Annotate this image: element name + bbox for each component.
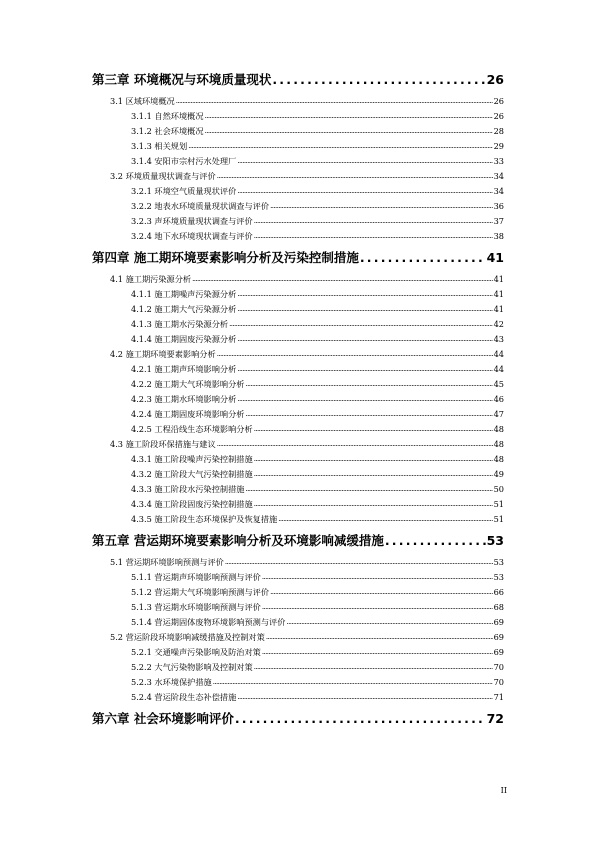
dot-leader xyxy=(254,213,493,229)
toc-entry-page: 26 xyxy=(486,72,504,87)
toc-entry-title: 3.2.1 环境空气质量现状评价 xyxy=(131,186,237,196)
toc-entry-title: 5.1.3 营运期水环境影响预测与评价 xyxy=(131,602,261,612)
toc-entry-sub[interactable] xyxy=(92,302,504,317)
toc-entry-page: 44 xyxy=(493,364,504,374)
dot-leader xyxy=(360,244,486,272)
dot-leader xyxy=(237,361,492,377)
dot-leader xyxy=(246,406,493,422)
dot-leader xyxy=(246,376,493,392)
toc-entry-title: 5.1.1 营运期声环境影响预测与评价 xyxy=(131,572,261,582)
toc-entry-section[interactable] xyxy=(92,630,504,645)
toc-entry-page: 48 xyxy=(493,454,504,464)
toc-entry-title: 第六章 社会环境影响评价 xyxy=(92,711,234,726)
toc-entry-title: 4.3.5 施工阶段生态环境保护及恢复措施 xyxy=(131,514,278,524)
toc-entry-chapter[interactable] xyxy=(92,66,504,94)
toc-entry-title: 4.2.1 施工期声环境影响分析 xyxy=(131,364,237,374)
toc-entry-sub[interactable] xyxy=(92,645,504,660)
toc-entry-section[interactable] xyxy=(92,94,504,109)
toc-entry-title: 3.2.4 地下水环境现状调查与评价 xyxy=(131,231,253,241)
toc-entry-title: 5.2 营运阶段环境影响减缓措施及控制对策 xyxy=(110,632,265,642)
toc-entry-sub[interactable] xyxy=(92,660,504,675)
dot-leader xyxy=(278,511,492,527)
dot-leader xyxy=(246,481,493,497)
toc-entry-page: 33 xyxy=(493,156,504,166)
dot-leader xyxy=(270,584,493,600)
toc-entry-sub[interactable] xyxy=(92,199,504,214)
toc-entry-title: 3.1 区域环境概况 xyxy=(110,96,175,106)
toc-entry-page: 72 xyxy=(486,711,504,726)
dot-leader xyxy=(254,451,493,467)
toc-entry-sub[interactable] xyxy=(92,600,504,615)
toc-entry-title: 4.1.4 施工期固废污染源分析 xyxy=(131,334,237,344)
toc-entry-title: 第三章 环境概况与环境质量现状 xyxy=(92,72,272,87)
toc-entry-title: 3.1.4 安阳市宗村污水处理厂 xyxy=(131,156,237,166)
toc-entry-title: 4.2.5 工程沿线生态环境影响分析 xyxy=(131,424,253,434)
toc-entry-title: 5.1.2 营运期大气环境影响预测与评价 xyxy=(131,587,270,597)
toc-entry-title: 4.1.1 施工期噪声污染源分析 xyxy=(131,289,237,299)
toc-entry-page: 43 xyxy=(493,334,504,344)
toc-entry-chapter[interactable] xyxy=(92,527,504,555)
dot-leader xyxy=(217,436,493,452)
dot-leader xyxy=(237,689,492,705)
toc-entry-title: 4.2.4 施工期固废环境影响分析 xyxy=(131,409,245,419)
toc-entry-page: 26 xyxy=(493,96,504,106)
dot-leader xyxy=(237,301,492,317)
toc-entry-page: 50 xyxy=(493,484,504,494)
dot-leader xyxy=(237,391,492,407)
toc-entry-page: 53 xyxy=(486,533,504,548)
toc-entry-page: 41 xyxy=(486,250,504,265)
toc-entry-page: 69 xyxy=(493,647,504,657)
dot-leader xyxy=(237,153,492,169)
toc-entry-sub[interactable] xyxy=(92,512,504,527)
dot-leader xyxy=(237,286,492,302)
toc-entry-page: 44 xyxy=(493,349,504,359)
dot-leader xyxy=(205,108,493,124)
toc-entry-sub[interactable] xyxy=(92,124,504,139)
toc-entry-title: 5.2.2 大气污染物影响及控制对策 xyxy=(131,662,253,672)
toc-entry-sub[interactable] xyxy=(92,229,504,244)
toc-entry-title: 5.2.3 水环境保护措施 xyxy=(131,677,212,687)
toc-entry-section[interactable] xyxy=(92,169,504,184)
toc-entry-title: 第五章 营运期环境要素影响分析及环境影响减缓措施 xyxy=(92,533,384,548)
table-of-contents xyxy=(92,66,504,733)
toc-entry-sub[interactable] xyxy=(92,497,504,512)
toc-entry-sub[interactable] xyxy=(92,570,504,585)
toc-entry-sub[interactable] xyxy=(92,317,504,332)
toc-entry-sub[interactable] xyxy=(92,214,504,229)
toc-entry-sub[interactable] xyxy=(92,422,504,437)
dot-leader xyxy=(254,421,493,437)
toc-entry-title: 4.3.2 施工阶段大气污染控制措施 xyxy=(131,469,253,479)
toc-entry-sub[interactable] xyxy=(92,482,504,497)
toc-entry-sub[interactable] xyxy=(92,675,504,690)
toc-entry-page: 41 xyxy=(493,289,504,299)
toc-entry-title: 4.3.4 施工阶段固废污染控制措施 xyxy=(131,499,253,509)
toc-entry-title: 4.1 施工期污染源分析 xyxy=(110,274,192,284)
toc-entry-section[interactable] xyxy=(92,437,504,452)
toc-entry-page: 42 xyxy=(493,319,504,329)
dot-leader xyxy=(266,629,493,645)
toc-entry-page: 53 xyxy=(493,557,504,567)
toc-entry-title: 3.2.3 声环境质量现状调查与评价 xyxy=(131,216,253,226)
toc-entry-sub[interactable] xyxy=(92,585,504,600)
toc-entry-page: 28 xyxy=(493,126,504,136)
toc-entry-page: 70 xyxy=(493,662,504,672)
toc-entry-title: 4.3 施工阶段环保措施与建议 xyxy=(110,439,216,449)
toc-entry-title: 3.1.3 相关规划 xyxy=(131,141,188,151)
dot-leader xyxy=(217,346,493,362)
dot-leader xyxy=(262,644,493,660)
toc-entry-sub[interactable] xyxy=(92,109,504,124)
dot-leader xyxy=(237,183,492,199)
toc-entry-section[interactable] xyxy=(92,272,504,287)
toc-entry-page: 29 xyxy=(493,141,504,151)
dot-leader xyxy=(176,93,493,109)
toc-entry-title: 5.2.4 营运阶段生态补偿措施 xyxy=(131,692,237,702)
toc-entry-page: 48 xyxy=(493,439,504,449)
toc-entry-page: 51 xyxy=(493,499,504,509)
toc-entry-page: 48 xyxy=(493,424,504,434)
toc-entry-page: 36 xyxy=(493,201,504,211)
toc-entry-page: 45 xyxy=(493,379,504,389)
toc-entry-title: 5.1.4 营运期固体废物环境影响预测与评价 xyxy=(131,617,286,627)
toc-entry-section[interactable] xyxy=(92,555,504,570)
toc-entry-chapter[interactable] xyxy=(92,244,504,272)
toc-entry-sub[interactable] xyxy=(92,452,504,467)
toc-entry-page: 69 xyxy=(493,632,504,642)
toc-entry-sub[interactable] xyxy=(92,690,504,705)
toc-entry-page: 37 xyxy=(493,216,504,226)
dot-leader xyxy=(272,66,485,94)
dot-leader xyxy=(385,527,486,555)
dot-leader xyxy=(270,198,493,214)
toc-entry-title: 3.2 环境质量现状调查与评价 xyxy=(110,171,216,181)
toc-entry-title: 4.2.3 施工期水环境影响分析 xyxy=(131,394,237,404)
toc-entry-sub[interactable] xyxy=(92,407,504,422)
toc-entry-page: 51 xyxy=(493,514,504,524)
toc-entry-title: 4.1.3 施工期水污染源分析 xyxy=(131,319,229,329)
dot-leader xyxy=(254,466,493,482)
toc-entry-title: 4.3.1 施工阶段噪声污染控制措施 xyxy=(131,454,253,464)
dot-leader xyxy=(213,674,493,690)
toc-entry-sub[interactable] xyxy=(92,377,504,392)
dot-leader xyxy=(188,138,492,154)
toc-entry-page: 66 xyxy=(493,587,504,597)
dot-leader xyxy=(205,123,493,139)
toc-entry-title: 3.1.1 自然环境概况 xyxy=(131,111,204,121)
toc-entry-page: 41 xyxy=(493,274,504,284)
toc-entry-page: 47 xyxy=(493,409,504,419)
toc-entry-page: 70 xyxy=(493,677,504,687)
dot-leader xyxy=(225,554,493,570)
toc-entry-chapter[interactable] xyxy=(92,705,504,733)
page-number: II xyxy=(500,786,507,795)
toc-entry-title: 4.2 施工期环境要素影响分析 xyxy=(110,349,216,359)
toc-entry-title: 3.2.2 地表水环境质量现状调查与评价 xyxy=(131,201,270,211)
toc-entry-sub[interactable] xyxy=(92,154,504,169)
toc-entry-page: 49 xyxy=(493,469,504,479)
toc-entry-page: 69 xyxy=(493,617,504,627)
dot-leader xyxy=(254,228,493,244)
toc-entry-section[interactable] xyxy=(92,347,504,362)
toc-entry-page: 53 xyxy=(493,572,504,582)
dot-leader xyxy=(262,569,493,585)
dot-leader xyxy=(254,496,493,512)
toc-entry-page: 34 xyxy=(493,186,504,196)
toc-entry-title: 5.2.1 交通噪声污染影响及防治对策 xyxy=(131,647,261,657)
toc-entry-title: 5.1 营运期环境影响预测与评价 xyxy=(110,557,224,567)
toc-entry-page: 26 xyxy=(493,111,504,121)
toc-entry-title: 第四章 施工期环境要素影响分析及污染控制措施 xyxy=(92,250,359,265)
toc-entry-sub[interactable] xyxy=(92,332,504,347)
toc-entry-title: 3.1.2 社会环境概况 xyxy=(131,126,204,136)
toc-entry-page: 46 xyxy=(493,394,504,404)
toc-entry-sub[interactable] xyxy=(92,392,504,407)
dot-leader xyxy=(254,659,493,675)
toc-entry-title: 4.2.2 施工期大气环境影响分析 xyxy=(131,379,245,389)
toc-entry-sub[interactable] xyxy=(92,287,504,302)
dot-leader xyxy=(262,599,493,615)
toc-entry-sub[interactable] xyxy=(92,615,504,630)
toc-entry-title: 4.3.3 施工阶段水污染控制措施 xyxy=(131,484,245,494)
toc-entry-page: 68 xyxy=(493,602,504,612)
toc-entry-page: 38 xyxy=(493,231,504,241)
toc-entry-page: 71 xyxy=(493,692,504,702)
toc-entry-sub[interactable] xyxy=(92,467,504,482)
dot-leader xyxy=(237,331,492,347)
dot-leader xyxy=(229,316,492,332)
toc-entry-title: 4.1.2 施工期大气污染源分析 xyxy=(131,304,237,314)
toc-entry-sub[interactable] xyxy=(92,139,504,154)
toc-entry-sub[interactable] xyxy=(92,184,504,199)
dot-leader xyxy=(286,614,492,630)
toc-entry-page: 41 xyxy=(493,304,504,314)
dot-leader xyxy=(217,168,493,184)
dot-leader xyxy=(235,705,486,733)
dot-leader xyxy=(192,271,492,287)
toc-entry-sub[interactable] xyxy=(92,362,504,377)
toc-entry-page: 34 xyxy=(493,171,504,181)
